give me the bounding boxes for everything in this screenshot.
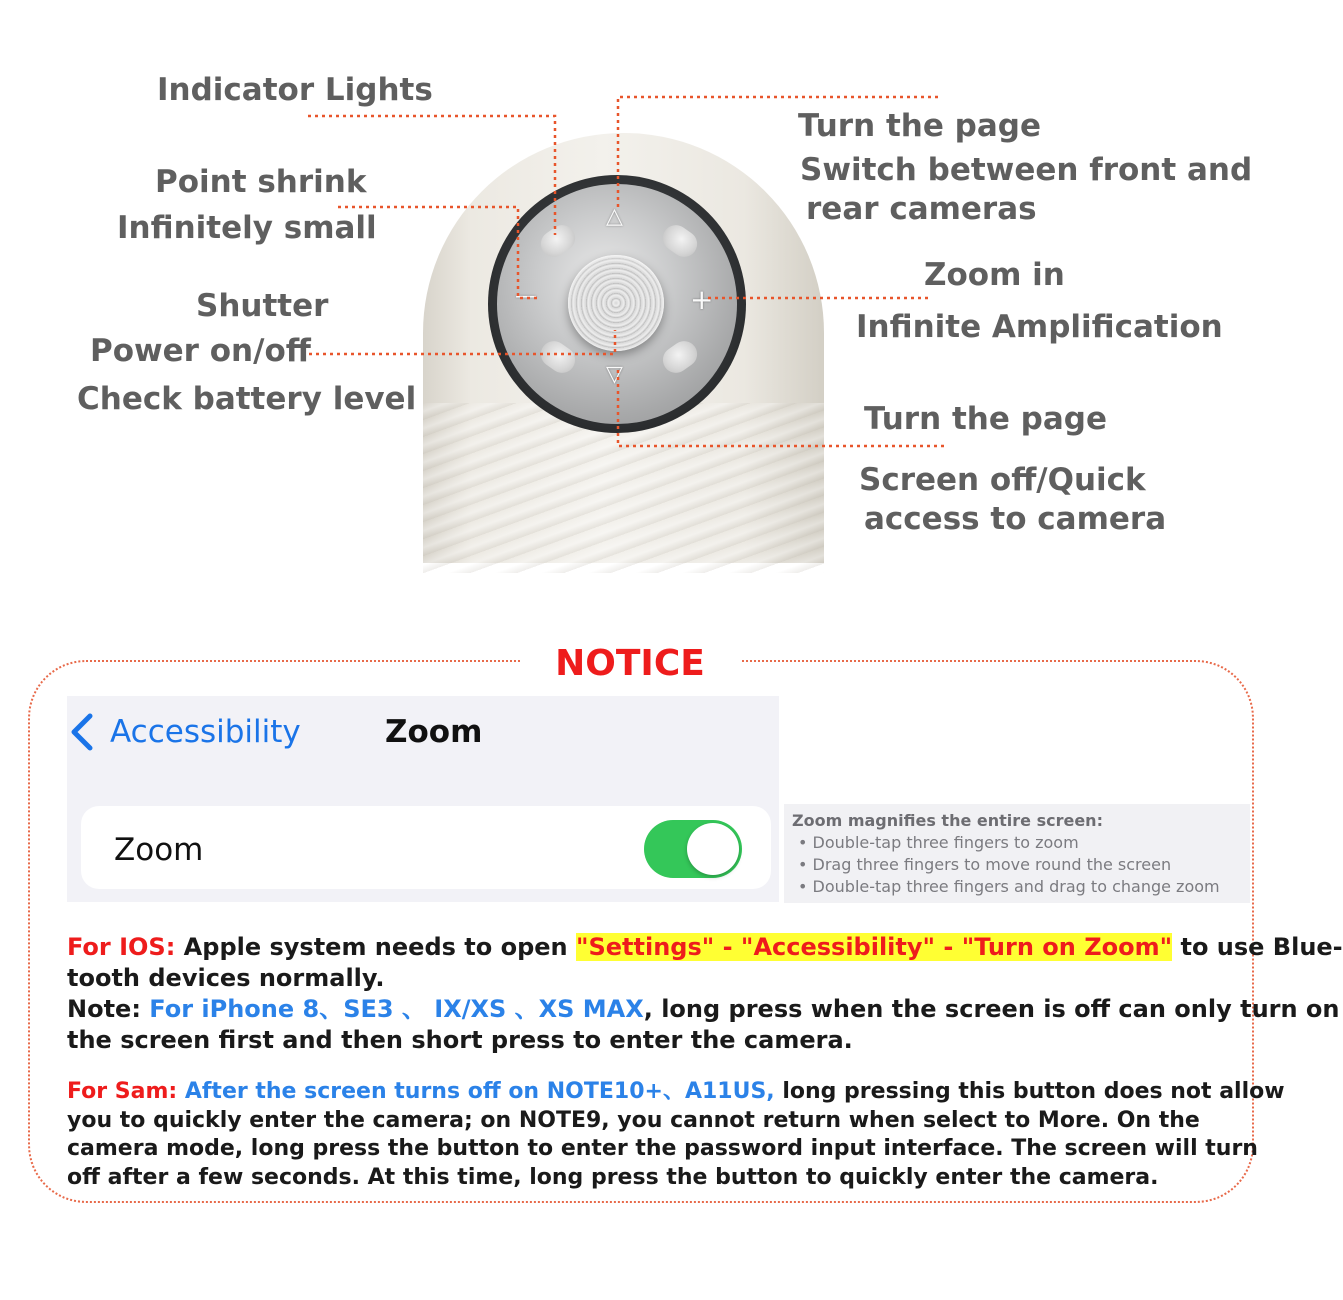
- ios-text: Apple system needs to open: [175, 933, 576, 961]
- zoom-toggle-switch[interactable]: [644, 820, 742, 878]
- sam-line2: you to quickly enter the camera; on NOTE9, you cannot return when select to More. On the: [67, 1107, 1200, 1133]
- label-zoom-in: Zoom in: [924, 257, 1065, 293]
- ios-note-models: For iPhone 8、SE3 、 IX/XS 、XS MAX: [149, 995, 644, 1023]
- back-button-accessibility[interactable]: Accessibility: [110, 714, 301, 750]
- ios-instructions: [67, 932, 1343, 1056]
- label-screen-off: Screen off/Quick: [859, 462, 1146, 498]
- label-point-shrink: Point shrink: [155, 164, 367, 200]
- sam-models: After the screen turns off on NOTE10+、A11US,: [177, 1079, 775, 1104]
- ios-note-prefix: Note:: [67, 995, 150, 1023]
- sam-line3: camera mode, long press the button to enter the password input interface. The screen will turn: [67, 1136, 1258, 1161]
- zoom-description-heading: Zoom magnifies the entire screen:: [792, 811, 1103, 830]
- ios-prefix: For IOS:: [67, 933, 176, 961]
- zoom-setting-label: Zoom: [114, 832, 204, 868]
- label-power: Power on/off: [90, 333, 311, 369]
- zoom-description: [784, 804, 1250, 903]
- ios-settings-path: "Settings" - "Accessibility" - "Turn on Zoom": [575, 933, 1173, 961]
- page-down-icon[interactable]: ▽: [606, 362, 623, 387]
- zoom-description-bullet: • Double-tap three fingers and drag to change zoom: [792, 876, 1250, 898]
- label-rear-cameras: rear cameras: [806, 191, 1037, 227]
- back-chevron-icon[interactable]: [68, 712, 96, 758]
- zoom-description-bullet: • Drag three fingers to move round the screen: [792, 854, 1250, 876]
- sam-instructions: [67, 1078, 1285, 1192]
- page-up-icon[interactable]: △: [606, 204, 623, 229]
- notice-title: NOTICE: [520, 637, 740, 691]
- label-quick-camera: access to camera: [864, 501, 1167, 537]
- sam-text: long pressing this button does not allow: [774, 1079, 1285, 1104]
- label-infinite-amplification: Infinite Amplification: [856, 309, 1223, 345]
- ios-text-cont: to use Blue-: [1172, 933, 1343, 961]
- label-turn-page-up: Turn the page: [798, 108, 1041, 144]
- zoom-out-icon[interactable]: —: [515, 284, 537, 309]
- label-battery: Check battery level: [77, 381, 417, 417]
- ios-note-text: , long press when the screen is off can only turn on: [643, 995, 1340, 1023]
- sam-prefix: For Sam:: [67, 1079, 178, 1104]
- ios-note-line2: the screen first and then short press to enter the camera.: [67, 1026, 853, 1054]
- zoom-in-icon[interactable]: +: [690, 283, 714, 316]
- settings-page-title: Zoom: [385, 714, 483, 750]
- leader-shutter: [302, 330, 615, 354]
- zoom-description-bullet: • Double-tap three fingers to zoom: [792, 832, 1250, 854]
- label-infinitely-small: Infinitely small: [117, 210, 377, 246]
- sam-line4: off after a few seconds. At this time, long press the button to quickly enter the camera.: [67, 1164, 1159, 1190]
- label-shutter: Shutter: [196, 288, 329, 324]
- toggle-knob: [687, 823, 739, 875]
- ios-text-line2: tooth devices normally.: [67, 964, 385, 992]
- label-switch-cameras: Switch between front and: [800, 152, 1253, 188]
- label-indicator-lights: Indicator Lights: [157, 72, 433, 108]
- label-turn-page-down: Turn the page: [864, 401, 1107, 437]
